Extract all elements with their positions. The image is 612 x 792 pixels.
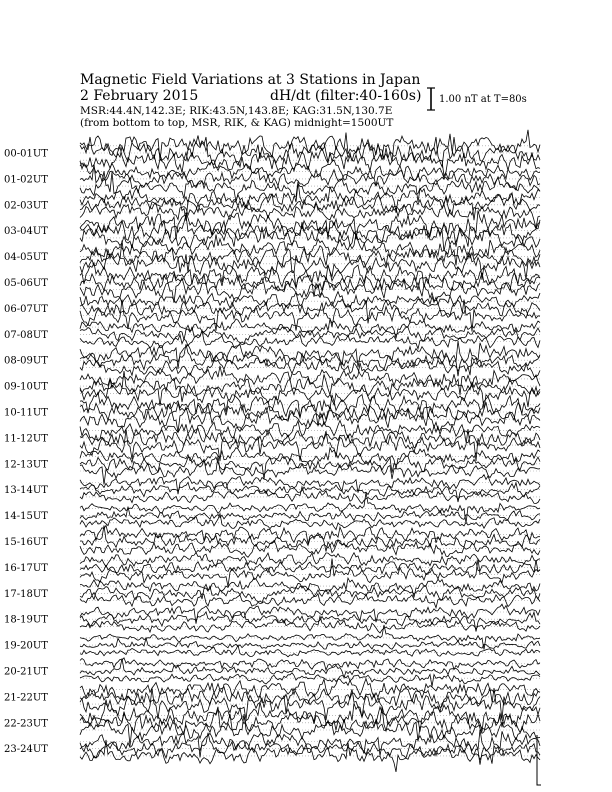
stations-coordinates: MSR:44.4N,142.3E; RIK:43.5N,143.8E; KAG:31.5N,130.7E	[80, 105, 393, 117]
row-label-07-08UT: 07-08UT	[4, 329, 48, 341]
row-label-21-22UT: 21-22UT	[4, 692, 48, 704]
filter-label: dH/dt (filter:40-160s)	[270, 88, 422, 104]
trace-19-20UT-MSR	[80, 645, 540, 657]
row-label-03-04UT: 03-04UT	[4, 226, 48, 238]
trace-06-07UT-KAG	[80, 292, 540, 308]
row-label-09-10UT: 09-10UT	[4, 381, 48, 393]
row-label-12-13UT: 12-13UT	[4, 459, 48, 471]
row-label-05-06UT: 05-06UT	[4, 278, 48, 289]
row-label-18-19UT: 18-19UT	[4, 614, 48, 626]
trace-18-19UT-MSR	[80, 616, 540, 633]
row-label-19-20UT: 19-20UT	[4, 640, 48, 652]
trace-20-21UT-KAG	[80, 658, 540, 670]
trace-19-20UT-RIK	[80, 638, 540, 649]
row-label-11-12UT: 11-12UT	[4, 433, 48, 445]
trace-03-04UT-KAG	[80, 211, 540, 240]
row-label-23-24UT: 23-24UT	[4, 744, 48, 756]
row-label-10-11UT: 10-11UT	[4, 407, 48, 419]
trace-10-11UT-RIK	[80, 400, 540, 427]
row-label-01-02UT: 01-02UT	[4, 174, 48, 186]
row-label-13-14UT: 13-14UT	[4, 485, 48, 497]
row-label-14-15UT: 14-15UT	[4, 511, 48, 523]
station-order-note: (from bottom to top, MSR, RIK, & KAG) midnight=1500UT	[80, 117, 394, 129]
trace-07-08UT-MSR	[80, 331, 540, 349]
row-label-06-07UT: 06-07UT	[4, 303, 48, 315]
row-label-02-03UT: 02-03UT	[4, 200, 48, 212]
date-label: 2 February 2015	[80, 88, 199, 104]
row-label-04-05UT: 04-05UT	[4, 252, 48, 264]
trace-16-17UT-RIK	[80, 562, 540, 575]
row-label-15-16UT: 15-16UT	[4, 537, 48, 548]
row-label-20-21UT: 20-21UT	[4, 666, 48, 678]
trace-20-21UT-RIK	[80, 658, 540, 677]
trace-09-10UT-MSR	[80, 385, 540, 410]
chart-title: Magnetic Field Variations at 3 Stations in Japan	[80, 72, 421, 88]
row-label-00-01UT: 00-01UT	[4, 148, 48, 160]
trace-09-10UT-RIK	[80, 371, 540, 402]
row-labels	[4, 149, 48, 756]
row-label-22-23UT: 22-23UT	[4, 718, 48, 730]
trace-14-15UT-MSR	[80, 514, 540, 530]
row-label-16-17UT: 16-17UT	[4, 562, 48, 574]
row-label-08-09UT: 08-09UT	[4, 355, 48, 367]
scale-bar-label: 1.00 nT at T=80s	[439, 94, 527, 105]
row-label-17-18UT: 17-18UT	[4, 588, 48, 600]
traces	[80, 130, 541, 785]
trace-17-18UT-KAG	[80, 578, 540, 598]
